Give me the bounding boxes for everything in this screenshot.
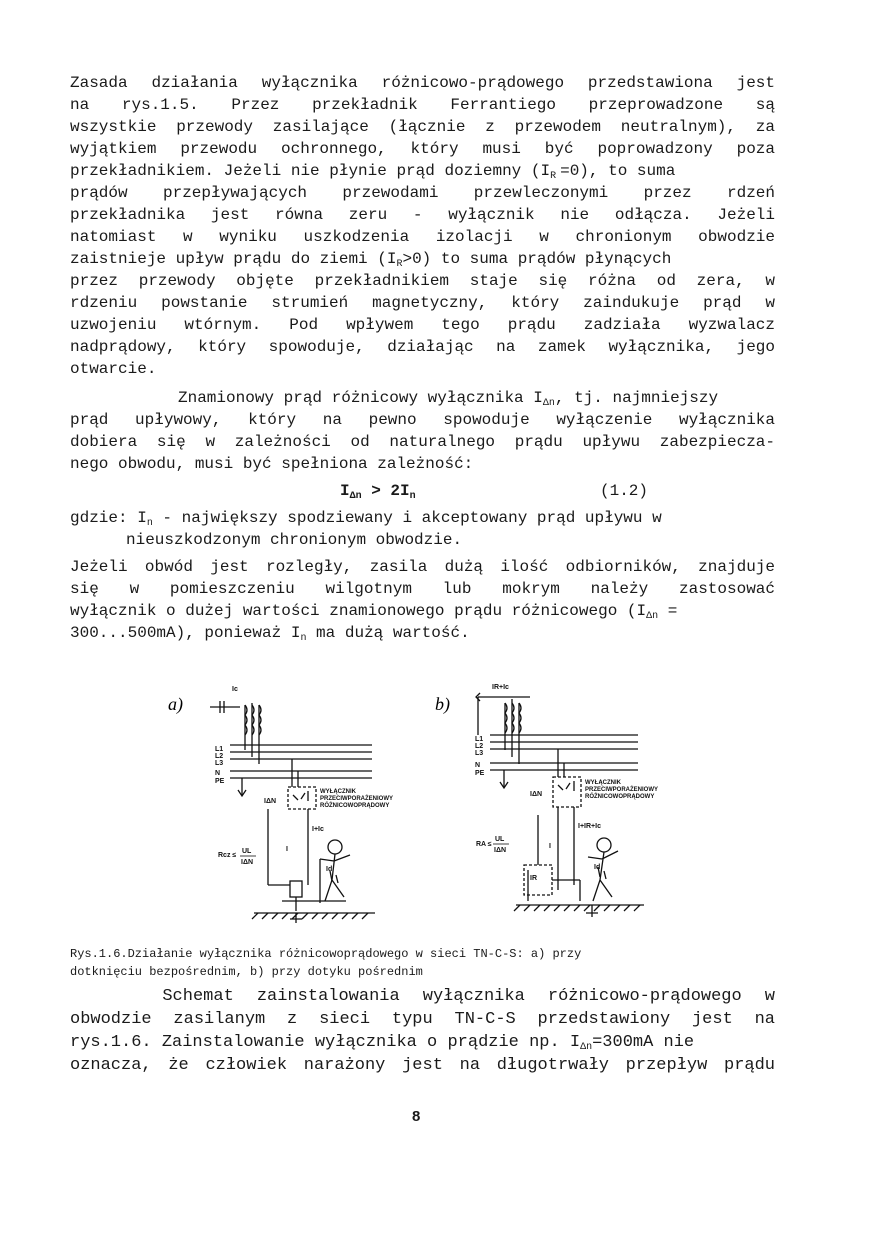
b-top-current: IR+Ic xyxy=(492,684,509,691)
b-id: Id xyxy=(594,864,601,871)
a-id: Id xyxy=(326,866,333,873)
a-rcz-num: UL xyxy=(242,848,252,855)
phase-label: L1 xyxy=(475,736,484,743)
phase-label: L3 xyxy=(475,750,484,757)
diagram-b xyxy=(476,693,644,917)
p1-line: na rys.1.5. Przez przekładnik Ferrantiego przeprowadzone są xyxy=(70,96,775,114)
p4-line: oznacza, że człowiek narażony jest na długotrwały przepływ prądu xyxy=(70,1056,775,1075)
formula-lhs-sub: Δn xyxy=(349,491,362,502)
p3-text: wyłącznik o dużej wartości znamionowego prądu różnicowego (I xyxy=(70,602,647,620)
p1-line: przekładnika jest równa zeru - wyłącznik nie odłącza. Jeżeli xyxy=(70,206,775,224)
formula-op: > 2I xyxy=(361,482,410,500)
p1-line: wszystkie przewody zasilające (łącznie z przewodem neutralnym), za xyxy=(70,118,775,136)
b-ra: RA ≤ xyxy=(476,841,492,848)
phase-label: L1 xyxy=(215,746,224,753)
p1-line: Zasada działania wyłącznika różnicowo-prądowego przedstawiona jest xyxy=(70,74,775,92)
formula-rhs-sub: n xyxy=(409,491,416,502)
a-i: I xyxy=(286,846,288,853)
sub-r: R xyxy=(550,171,557,182)
sub-delta-n: Δn xyxy=(580,1042,593,1053)
p4-line: Schemat zainstalowania wyłącznika różnicowo-prądowego w xyxy=(70,987,775,1006)
p3-text: 300...500mA), ponieważ I xyxy=(70,624,301,642)
phase-label: PE xyxy=(215,778,225,785)
formula-lhs: I xyxy=(340,482,350,500)
caption-line-2: dotknięciu bezpośrednim, b) przy dotyku pośrednim xyxy=(70,965,423,979)
a-breaker-label: PRZECIWPORAŻENIOWY xyxy=(320,796,393,802)
p4-text: rys.1.6. Zainstalowanie wyłącznika o prądzie np. I xyxy=(70,1033,581,1052)
b-mid-current: I+IR+Ic xyxy=(578,823,601,830)
b-breaker-label: WYŁĄCZNIK xyxy=(585,780,621,786)
p2-line: dobiera się w zależności od naturalnego prądu upływu zabezpiecza- xyxy=(70,433,775,451)
phase-label: L3 xyxy=(215,760,224,767)
phase-label: L2 xyxy=(475,743,484,750)
p3-text: ma dużą wartość. xyxy=(306,624,470,642)
phase-label: N xyxy=(475,762,481,769)
sub-n: n xyxy=(300,633,307,644)
figure-label-a: a) xyxy=(168,694,183,714)
where-text: - największy spodziewany i akceptowany prąd upływu w xyxy=(152,509,662,527)
p1-line: otwarcie. xyxy=(70,360,157,378)
p1-line-9-tail: >0) to suma prądów płynących xyxy=(402,250,672,268)
a-ian: IΔN xyxy=(264,798,277,805)
a-rcz: Rcz ≤ xyxy=(218,852,237,859)
p1-line: wyjątkiem przewodu ochronnego, który musi być poprowadzony poza xyxy=(70,140,775,158)
p3-line: Jeżeli obwód jest rozległy, zasila dużą ilość odbiorników, znajduje xyxy=(70,558,775,576)
p1-line-5-tail: =0), to suma xyxy=(560,162,676,180)
p3-text: = xyxy=(658,602,678,620)
phase-label: PE xyxy=(475,770,485,777)
where-line-2: nieuszkodzonym chronionym obwodzie. xyxy=(126,531,463,549)
sub-r: R xyxy=(396,259,403,270)
b-breaker-label: PRZECIWPORAŻENIOWY xyxy=(585,787,658,793)
p1-line-9-head: zaistnieje upływ prądu do ziemi (I xyxy=(70,250,397,268)
figure-1-6 xyxy=(160,675,680,930)
p3-line-4 xyxy=(70,622,470,650)
b-ir: IR xyxy=(530,875,537,882)
b-ra-num: UL xyxy=(495,836,505,843)
a-mid-current: I+Ic xyxy=(312,826,324,833)
a-breaker-label: RÓŻNICOWOPRĄDOWY xyxy=(320,803,390,809)
p1-line: natomiast w wyniku uszkodzenia izolacji w chronionym obwodzie xyxy=(70,228,775,246)
p2-text: , tj. najmniejszy xyxy=(554,389,719,407)
p4-text: =300mA nie xyxy=(592,1033,695,1052)
sub-delta-n: Δn xyxy=(646,611,659,622)
where-text: gdzie: I xyxy=(70,509,147,527)
p3-line: się w pomieszczeniu wilgotnym lub mokrym należy zastosować xyxy=(70,580,775,598)
phase-label: L2 xyxy=(215,753,224,760)
figure-label-b: b) xyxy=(435,694,450,714)
p1-line: przez przewody objęte przekładnikiem staje się różna od zera, w xyxy=(70,272,775,290)
a-top-current: Ic xyxy=(232,686,238,693)
sub-n: n xyxy=(146,518,153,529)
caption-line-1: Rys.1.6.Działanie wyłącznika różnicowoprądowego w sieci TN-C-S: a) przy xyxy=(70,947,582,961)
a-rcz-den: IΔN xyxy=(241,859,254,866)
b-ian: IΔN xyxy=(530,791,543,798)
sub-delta-n: Δn xyxy=(542,398,555,409)
p2-line: prąd upływowy, który na pewno spowoduje wyłączenie wyłącznika xyxy=(70,411,775,429)
p2-line: nego obwodu, musi być spełniona zależność: xyxy=(70,455,474,473)
p1-line: rdzeniu powstanie strumień magnetyczny, który zaindukuje prąd w xyxy=(70,294,775,312)
formula-expression xyxy=(340,480,416,508)
p1-line: prądów przepływających przewodami przewleczonymi przez rdzeń xyxy=(70,184,775,202)
phase-label: N xyxy=(215,770,221,777)
p1-line: uzwojeniu wtórnym. Pod wpływem tego prądu zadziała wyzwalacz xyxy=(70,316,775,334)
diagram-a xyxy=(210,701,375,923)
a-breaker-label: WYŁĄCZNIK xyxy=(320,789,356,795)
b-breaker-label: RÓŻNICOWOPRĄDOWY xyxy=(585,794,655,800)
formula-number: (1.2) xyxy=(600,482,649,500)
p2-text: Znamionowy prąd różnicowy wyłącznika I xyxy=(178,389,543,407)
p4-line: obwodzie zasilanym z sieci typu TN-C-S przedstawiony jest na xyxy=(70,1010,775,1029)
p1-line: nadprądowy, który spowoduje, działając na zamek wyłącznika, jego xyxy=(70,338,775,356)
b-i: I xyxy=(549,843,551,850)
page-number: 8 xyxy=(412,1108,421,1125)
b-ra-den: IΔN xyxy=(494,847,507,854)
p1-line-5-head: przekładnikiem. Jeżeli nie płynie prąd doziemny (I xyxy=(70,162,551,180)
